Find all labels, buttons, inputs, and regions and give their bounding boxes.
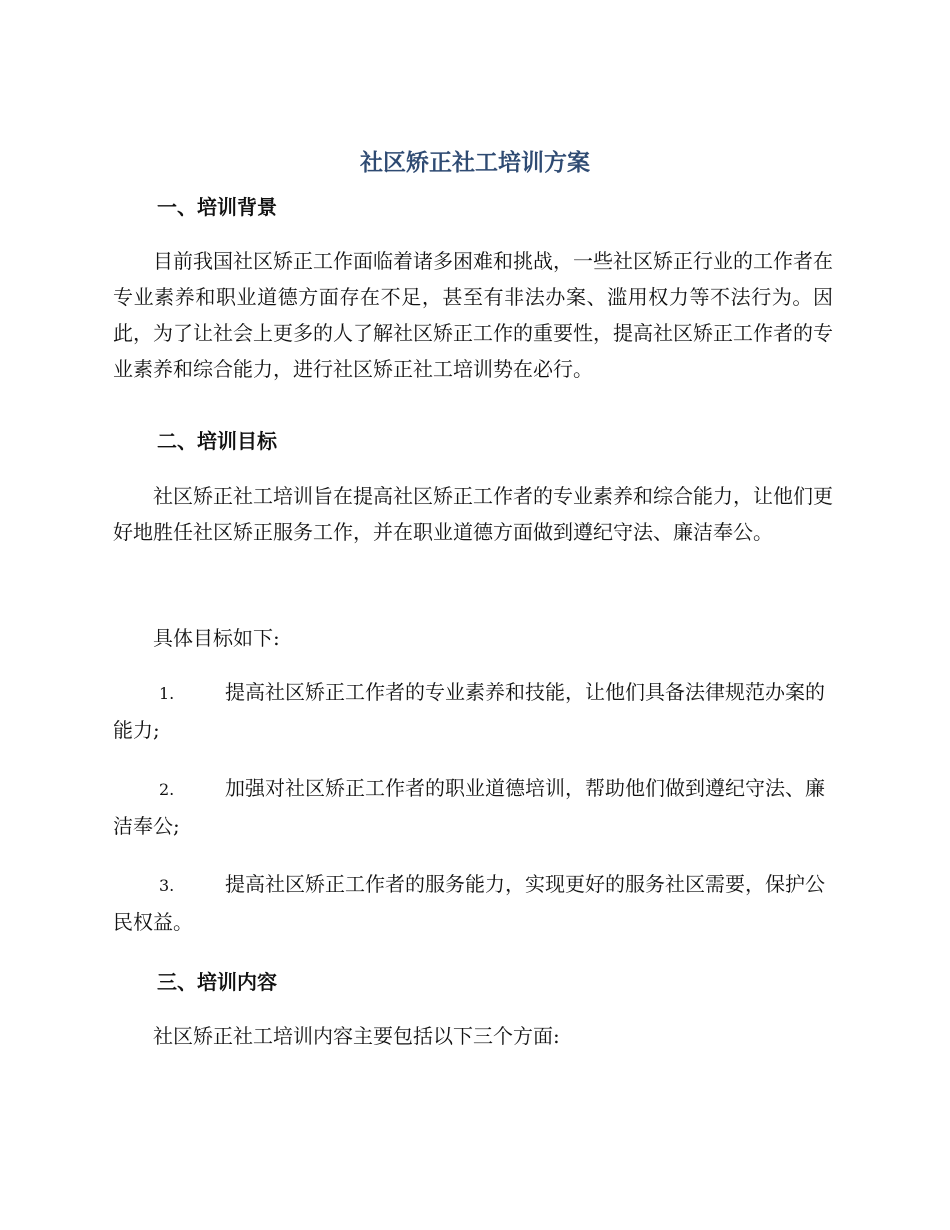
section-heading-content: 三、培训内容 <box>157 970 277 994</box>
list-item-text: 提高社区矫正工作者的专业素养和技能，让他们具备法律规范办案的能力; <box>113 680 825 742</box>
list-item-text: 加强对社区矫正工作者的职业道德培训，帮助他们做到遵纪守法、廉洁奉公; <box>113 776 825 838</box>
list-item-text: 提高社区矫正工作者的服务能力，实现更好的服务社区需要，保护公民权益。 <box>113 872 825 934</box>
list-item <box>113 770 833 844</box>
goals-paragraph: 社区矫正社工培训旨在提高社区矫正工作者的专业素养和综合能力，让他们更好地胜任社区矫正服务工作，并在职业道德方面做到遵纪守法、廉洁奉公。 <box>113 484 833 544</box>
section-heading-background: 一、培训背景 <box>157 195 277 219</box>
goals-intro: 具体目标如下: <box>153 626 280 650</box>
background-paragraph: 目前我国社区矫正工作面临着诸多困难和挑战，一些社区矫正行业的工作者在专业素养和职业道德方面存在不足，甚至有非法办案、滥用权力等不法行为。因此，为了让社会上更多的人了解社区矫正工作的重要性，提高社区矫正工作者的专业素养和综合能力，进行社区矫正社工培训势在必行。 <box>113 249 833 381</box>
section-heading-goals: 二、培训目标 <box>157 429 277 453</box>
content-paragraph: 社区矫正社工培训内容主要包括以下三个方面: <box>153 1024 560 1048</box>
list-item-number: 2. <box>159 780 175 799</box>
list-item <box>113 866 833 940</box>
list-item-number: 3. <box>159 876 175 895</box>
list-item <box>113 674 833 748</box>
list-item-number: 1. <box>159 684 175 703</box>
document-title: 社区矫正社工培训方案 <box>360 150 590 176</box>
